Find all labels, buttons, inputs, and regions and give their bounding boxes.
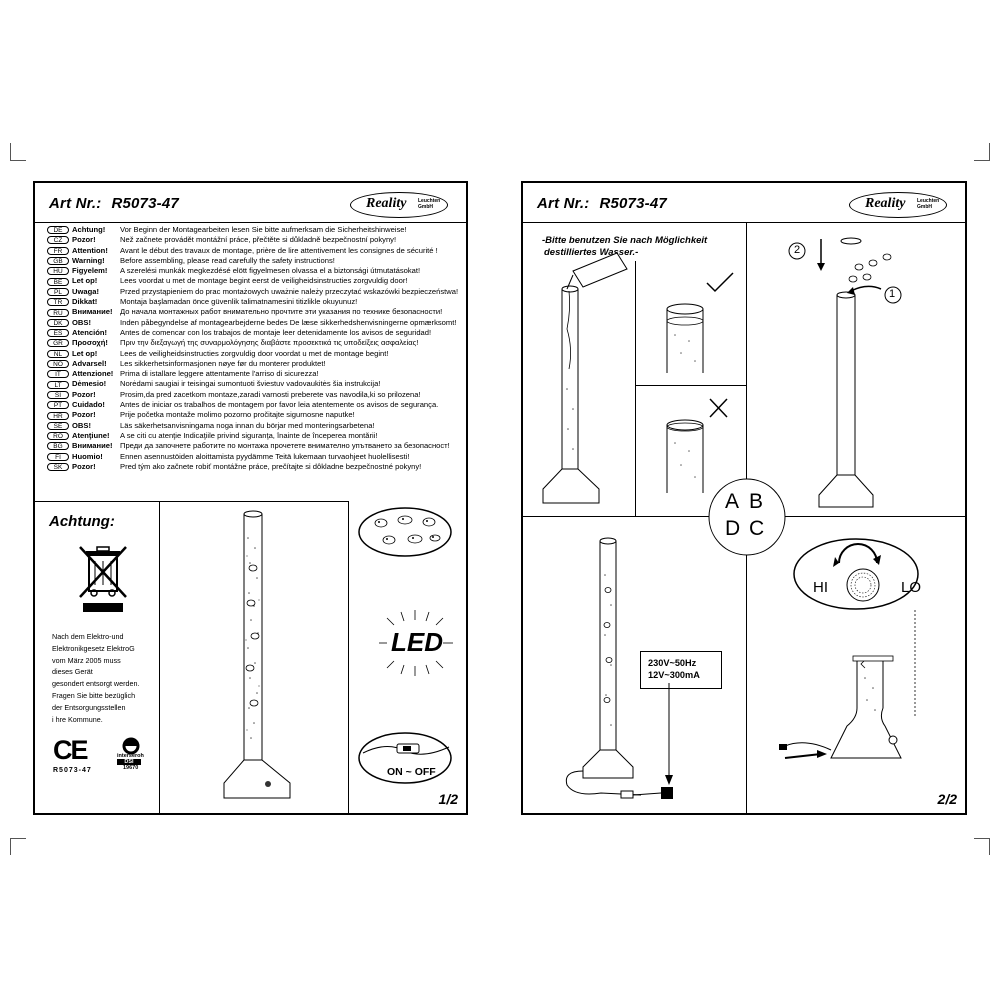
warning-word: Cuidado!	[72, 400, 105, 410]
warning-text: Pred tým ako začnete robiť montážne práce, prečítajte si dôkladne bezpečnostné pokyny!	[120, 461, 422, 471]
disposal-line: vom März 2005 muss	[52, 655, 121, 665]
hi-label: HI	[813, 579, 828, 596]
language-code-badge: HU	[47, 267, 69, 275]
warning-text: Prosim,da pred zacetkom montaze,zaradi varnosti preberete vas navodila,ki so prilozena!	[120, 389, 421, 399]
language-code-badge: BG	[47, 442, 69, 450]
manual-page-1	[33, 181, 468, 815]
safety-warning-row	[47, 266, 460, 276]
interseroh-logo-icon	[119, 738, 143, 754]
safety-warning-row	[47, 318, 460, 328]
warning-text: A se citi cu atenţie Indicaţiile privind siguranţa, înainte de începerea montării!	[120, 430, 378, 440]
switch-label: ON ~ OFF	[387, 766, 436, 778]
safety-warning-row	[47, 379, 460, 389]
insert-fish-illustration	[787, 233, 907, 508]
warning-word: Figyelem!	[72, 266, 108, 276]
warning-text: Przed przystąpieniem do prac montażowych uważnie należy przeczytać wskazówki bezpieczeństwa!	[120, 286, 459, 296]
crop-mark	[989, 143, 990, 160]
language-code-badge: CZ	[47, 236, 69, 244]
warning-word: Pozor!	[72, 235, 96, 245]
safety-warning-row	[47, 452, 460, 462]
warning-text: Les sikkerhetsinformasjonen nøye før du monterer produktet!	[120, 358, 326, 368]
quadrant-label-c: C	[749, 517, 765, 540]
warning-text: Prije početka montaže molimo pozorno pročitajte sigurnosne naputke!	[120, 410, 355, 420]
warning-word: Uwaga!	[72, 286, 100, 296]
page-header	[35, 183, 466, 223]
bubble-tube-lamp-illustration	[220, 508, 295, 803]
lamp-base-dimmer-illustration	[775, 608, 925, 783]
warning-text: Inden påbegyndelse af montagearbejderne bedes De læse sikkerhedshenvisningerne opmærksomt!	[120, 317, 457, 327]
language-code-badge: NL	[47, 350, 69, 358]
safety-warning-row	[47, 276, 460, 286]
safety-warning-list	[47, 225, 460, 472]
language-code-badge: HR	[47, 412, 69, 420]
warning-word: Let op!	[72, 348, 98, 358]
warning-text: Antes de iniciar os trabalhos de montagem por favor leia atentemente os avisos de segurança.	[120, 400, 439, 410]
safety-warning-row	[47, 338, 460, 348]
warning-text: Before assembling, please read carefully the safety instructions!	[120, 255, 335, 265]
warning-word: Προσοχή!	[72, 338, 108, 348]
quadrant-label-d: D	[725, 517, 741, 540]
language-code-badge: TR	[47, 298, 69, 306]
safety-warning-row	[47, 441, 460, 451]
warning-text: Antes de comencar con los trabajos de montaje leer detenidamente los avisos de seguridad!	[120, 327, 432, 337]
warning-text: Než začnete provádět montážní práce, přečtěte si důkladně bezpečnostní pokyny!	[120, 235, 397, 245]
article-value: R5073-47	[599, 195, 667, 212]
disposal-line: i hre Kommune.	[52, 714, 103, 724]
brand-sub-1: Leuchten	[418, 198, 441, 204]
language-code-badge: FR	[47, 247, 69, 255]
brand-name: Reality	[865, 196, 906, 211]
ce-mark: CE	[53, 735, 87, 765]
warning-text: Läs säkerhetsanvisningama noga innan du börjar med monteringsarbetena!	[120, 420, 375, 430]
language-code-badge: PT	[47, 401, 69, 409]
brand-sub	[917, 198, 939, 210]
brand-name: Reality	[366, 196, 407, 211]
water-cell-divider	[635, 385, 747, 386]
spec-voltage: 230V~50Hz	[648, 658, 697, 668]
language-code-badge: GB	[47, 257, 69, 265]
warning-word: Pozor!	[72, 410, 96, 420]
warning-word: Warning!	[72, 255, 105, 265]
warning-text: Montaja başlamadan önce güvenlik talimatnamesini titizlikle okuyunuz!	[120, 297, 358, 307]
warning-text: Lees de veiligheidsinstructies zorgvuldig door voordat u met de montage begint!	[120, 348, 389, 358]
safety-warning-row	[47, 307, 460, 317]
language-code-badge: IT	[47, 370, 69, 378]
article-value: R5073-47	[111, 195, 179, 212]
language-code-badge: RO	[47, 432, 69, 440]
article-number	[49, 195, 179, 212]
interseroh-number: 19670	[123, 765, 139, 771]
spec-adapter: 12V~300mA	[648, 670, 700, 680]
brand-sub-2: GmbH	[418, 204, 433, 210]
safety-warning-row	[47, 390, 460, 400]
interseroh-name: interseroh	[117, 753, 144, 759]
warning-word: Advarsel!	[72, 358, 107, 368]
language-code-badge: ES	[47, 329, 69, 337]
warning-word: Let op!	[72, 276, 98, 286]
warning-word: Huomio!	[72, 451, 103, 461]
safety-warning-row	[47, 235, 460, 245]
safety-warning-row	[47, 431, 460, 441]
quadrant-label-a: A	[725, 490, 740, 513]
safety-warning-row	[47, 400, 460, 410]
warning-word: Dėmesio!	[72, 379, 107, 389]
warning-text: Norėdami saugiai ir teisingai sumontuoti šviestuv vadovaukitės šia instrukcija!	[120, 379, 381, 389]
lo-label: LO	[901, 579, 922, 596]
safety-warning-row	[47, 287, 460, 297]
crop-mark	[10, 160, 26, 161]
power-spec-box	[640, 651, 722, 689]
safety-warning-row	[47, 225, 460, 235]
safety-warning-row	[47, 349, 460, 359]
achtung-heading: Achtung:	[49, 513, 115, 530]
warning-word: Внимание!	[72, 441, 113, 451]
language-code-badge: SK	[47, 463, 69, 471]
warning-text: Πριν την διεξαγωγή της συναρμολόγησης διαβάστε προσεκτικά τις υποδείξεις ασφαλείας!	[120, 338, 419, 348]
interseroh-label	[117, 753, 144, 771]
crossed-bin-icon	[77, 545, 129, 613]
instruction-line: -Bitte benutzen Sie nach Möglichkeit	[542, 235, 708, 246]
language-code-badge: PL	[47, 288, 69, 296]
dimmer-dial-illustration	[791, 537, 921, 612]
warning-word: OBS!	[72, 317, 91, 327]
step-number-1: 1	[889, 288, 896, 300]
crop-mark	[989, 838, 990, 855]
disposal-line: dieses Gerät	[52, 667, 93, 677]
warning-word: Pozor!	[72, 389, 96, 399]
warning-word: Atención!	[72, 327, 108, 337]
safety-warning-row	[47, 421, 460, 431]
disposal-line: Fragen Sie bitte bezüglich	[52, 690, 136, 700]
disposal-line: Nach dem Elektro-und	[52, 632, 124, 641]
safety-warning-row	[47, 246, 460, 256]
warning-word: Atenţiune!	[72, 430, 110, 440]
fish-figurines-illustration	[357, 506, 455, 558]
warning-word: Achtung!	[72, 225, 106, 234]
language-code-badge: SI	[47, 391, 69, 399]
warning-text: Ennen asennustöiden aloittamista pyydämme Teitä lukemaan turvaohjeet huolellisesti!	[120, 451, 410, 461]
safety-warning-row	[47, 256, 460, 266]
disposal-line: gesondert entsorgt werden.	[52, 679, 140, 689]
disposal-line: Elektronikgesetz ElektroG	[52, 643, 135, 653]
brand-sub-2: GmbH	[917, 204, 932, 210]
article-label: Art Nr.:	[49, 195, 102, 212]
quadrant-label-b: B	[749, 490, 764, 513]
interseroh-dsi: DSI	[117, 759, 141, 765]
warning-word: OBS!	[72, 420, 91, 430]
disposal-text	[52, 631, 140, 725]
crop-mark	[974, 838, 990, 839]
brand-logo	[350, 192, 448, 218]
language-code-badge: DE	[47, 226, 69, 234]
safety-warning-row	[47, 359, 460, 369]
warning-text: Prima di istallare leggere attentamente l'arriso di sicurezza!	[120, 369, 319, 379]
language-code-badge: LT	[47, 381, 69, 389]
crop-mark	[974, 160, 990, 161]
brand-sub	[418, 198, 440, 210]
safety-warning-row	[47, 462, 460, 472]
page-number: 2/2	[937, 791, 957, 807]
warning-text: Avant le début des travaux de montage, prière de lire attentivement les consignes de sécurité !	[120, 245, 438, 255]
language-code-badge: DK	[47, 319, 69, 327]
correct-fill-illustration	[663, 275, 747, 375]
manual-page-2	[521, 181, 967, 815]
warning-word: Dikkat!	[72, 297, 98, 307]
disposal-line: der Entsorgungsstellen	[52, 702, 126, 712]
warning-text: Lees voordat u met de montage begint eerst de veiligheidsinstructies zorgvuldig door!	[120, 276, 408, 286]
led-label: LED	[391, 627, 443, 657]
ce-number: R5073-47	[53, 767, 92, 774]
page-header	[523, 183, 965, 223]
language-code-badge: GR	[47, 339, 69, 347]
crop-mark	[10, 838, 11, 855]
crop-mark	[10, 143, 11, 160]
warning-text: До начала монтажных работ внимательно прочтите эти указания по технике безопасности!	[120, 307, 443, 317]
warning-word: Pozor!	[72, 461, 96, 471]
warning-word: Attenzione!	[72, 369, 114, 379]
language-code-badge: RU	[47, 309, 69, 317]
safety-warning-row	[47, 410, 460, 420]
safety-warning-row	[47, 297, 460, 307]
step-number-2: 2	[794, 244, 801, 256]
article-label: Art Nr.:	[537, 195, 590, 212]
page-number: 1/2	[438, 791, 458, 807]
brand-sub-1: Leuchten	[917, 198, 940, 204]
safety-warning-row	[47, 369, 460, 379]
warning-word: Attention!	[72, 245, 108, 255]
safety-warning-row	[47, 328, 460, 338]
language-code-badge: BE	[47, 278, 69, 286]
article-number	[537, 195, 667, 212]
language-code-badge: NO	[47, 360, 69, 368]
warning-text: Vor Beginn der Montagearbeiten lesen Sie bitte aufmerksam die Sicherheitshinweise!	[120, 225, 407, 234]
filling-lamp-illustration	[537, 249, 637, 509]
warning-text: Преди да започнете работите по монтажа прочетете внимателно упътването за безопасност!	[120, 441, 450, 451]
crop-mark	[10, 838, 26, 839]
brand-logo	[849, 192, 947, 218]
warning-word: Внимание!	[72, 307, 113, 317]
instruction-line: destilliertes Wasser.-	[544, 247, 639, 258]
language-code-badge: FI	[47, 453, 69, 461]
warning-text: A szerelési munkák megkezdésé elött figyelmesen olvassa el a biztonsági útmutatásokat!	[120, 266, 421, 276]
language-code-badge: SE	[47, 422, 69, 430]
